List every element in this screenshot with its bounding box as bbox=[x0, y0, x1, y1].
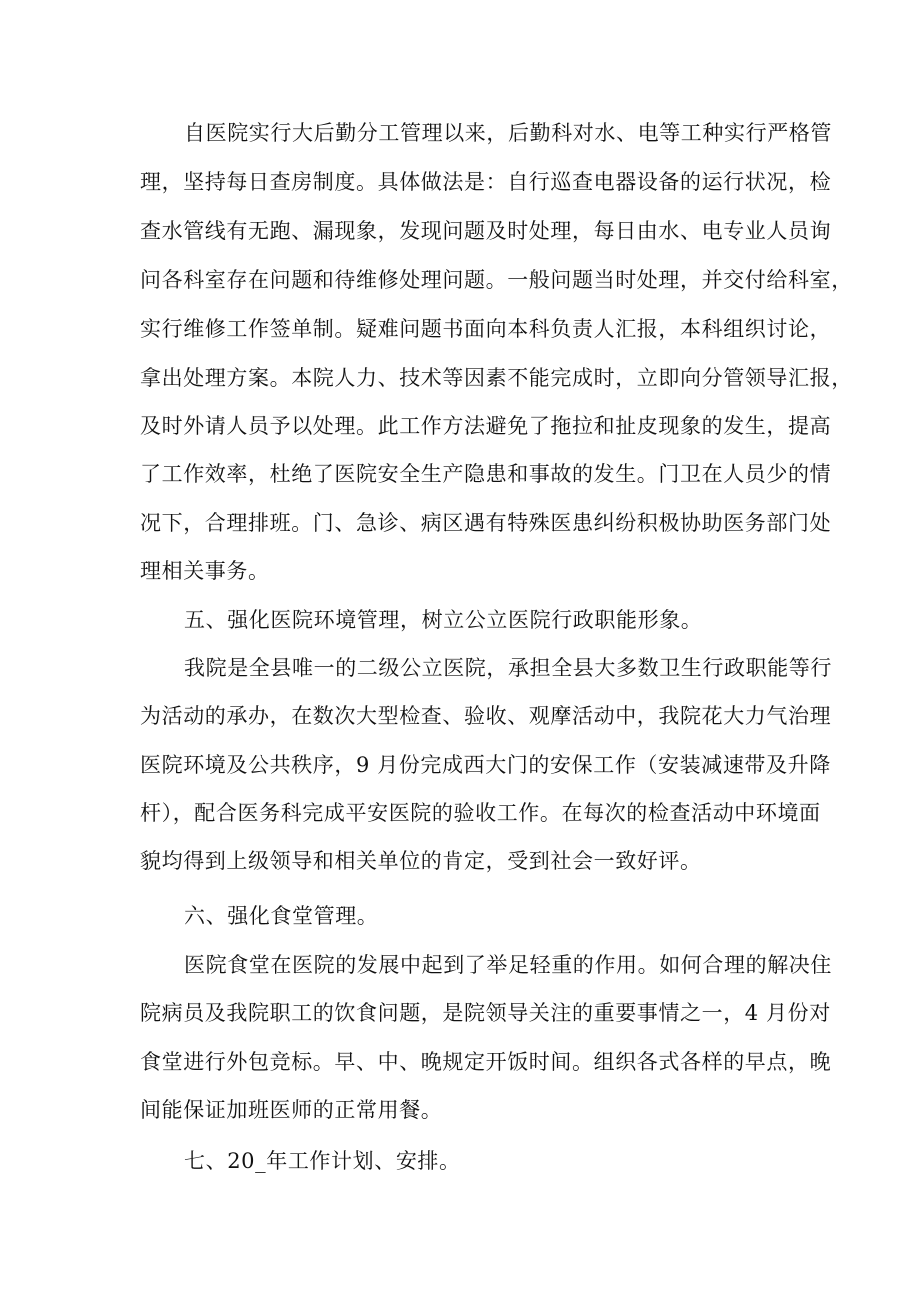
section-heading-7: 七、20_年工作计划、安排。 bbox=[184, 1149, 461, 1173]
paragraph-1-line-4: 问各科室存在问题和待维修处理问题。一般问题当时处理，并交付给科室， bbox=[140, 268, 853, 292]
paragraph-1-line-2: 理，坚持每日查房制度。具体做法是：自行巡查电器设备的运行状况，检 bbox=[140, 170, 832, 194]
paragraph-3-line-3: 食堂进行外包竞标。早、中、晚规定开饭时间。组织各式各样的早点，晚 bbox=[140, 1050, 832, 1074]
paragraph-1-line-3: 查水管线有无跑、漏现象，发现问题及时处理，每日由水、电专业人员询 bbox=[140, 219, 832, 243]
paragraph-2-line-4: 杆），配合医务科完成平安医院的验收工作。在每次的检查活动中环境面 bbox=[140, 801, 821, 825]
paragraph-2-line-2: 为活动的承办，在数次大型检查、验收、观摩活动中，我院花大力气治理 bbox=[140, 704, 832, 728]
paragraph-3-line-4: 间能保证加班医师的正常用餐。 bbox=[140, 1098, 443, 1122]
paragraph-1-line-8: 了工作效率，杜绝了医院安全生产隐患和事故的发生。门卫在人员少的情 bbox=[140, 462, 832, 486]
section-heading-5: 五、强化医院环境管理，树立公立医院行政职能形象。 bbox=[184, 608, 703, 632]
paragraph-2-line-5: 貌均得到上级领导和相关单位的肯定，受到社会一致好评。 bbox=[140, 849, 702, 873]
paragraph-2-line-3: 医院环境及公共秩序，9 月份完成西大门的安保工作（安装减速带及升降 bbox=[140, 753, 831, 777]
paragraph-3-line-1: 医院食堂在医院的发展中起到了举足轻重的作用。如何合理的解决住 bbox=[184, 953, 832, 977]
section-heading-6: 六、强化食堂管理。 bbox=[184, 904, 379, 928]
paragraph-1-line-1: 自医院实行大后勤分工管理以来，后勤科对水、电等工种实行严格管 bbox=[184, 121, 832, 145]
paragraph-2-line-1: 我院是全县唯一的二级公立医院，承担全县大多数卫生行政职能等行 bbox=[184, 656, 832, 680]
paragraph-1-line-5: 实行维修工作签单制。疑难问题书面向本科负责人汇报，本科组织讨论， bbox=[140, 317, 832, 341]
paragraph-1-line-7: 及时外请人员予以处理。此工作方法避免了拖拉和扯皮现象的发生，提高 bbox=[140, 414, 832, 438]
paragraph-3-line-2: 院病员及我院职工的饮食问题，是院领导关注的重要事情之一，4 月份对 bbox=[140, 1001, 831, 1025]
paragraph-1-line-9: 况下，合理排班。门、急诊、病区遇有特殊医患纠纷积极协助医务部门处 bbox=[140, 511, 832, 535]
paragraph-1-line-10: 理相关事务。 bbox=[140, 559, 270, 583]
paragraph-1-line-6: 拿出处理方案。本院人力、技术等因素不能完成时，立即向分管领导汇报， bbox=[140, 366, 853, 390]
